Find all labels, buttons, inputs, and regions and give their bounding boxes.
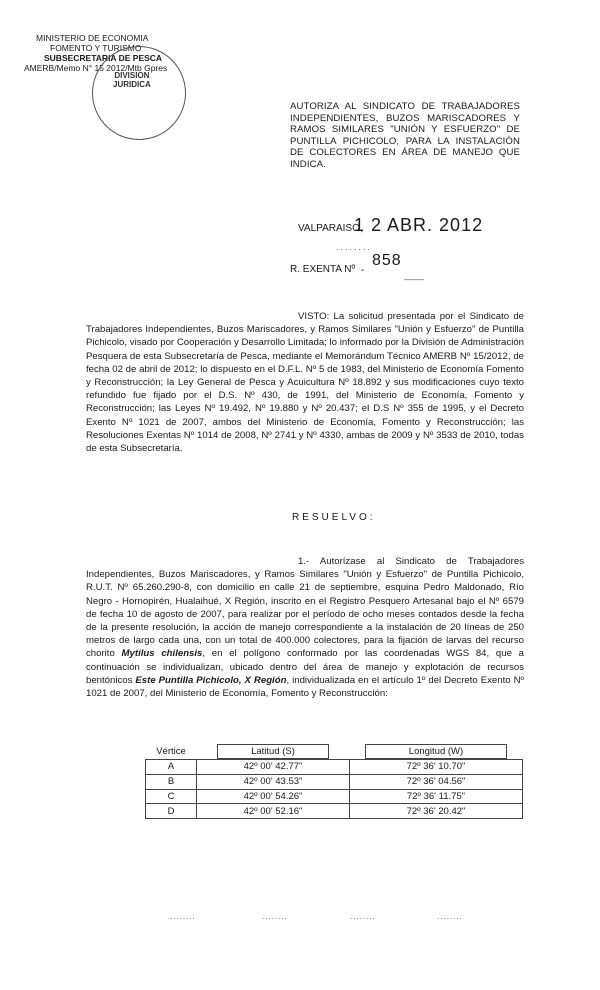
latitude-cell: 42º 00' 42.77" <box>197 760 350 775</box>
table-header-row <box>146 743 523 760</box>
resolution-number-label: R. EXENTA Nº <box>290 264 356 275</box>
longitude-cell: 72º 36' 20.42" <box>350 804 523 819</box>
underline-mark: ____ <box>404 270 425 280</box>
memo-reference: AMERB/Memo N° 15 2012/Mtb Gpres <box>24 63 168 73</box>
vertex-cell: C <box>146 789 197 804</box>
footer-dots-4: ........ <box>437 912 463 921</box>
stamp-text <box>113 71 151 89</box>
area-name: Este Puntilla Pichicolo, X Región <box>135 674 287 686</box>
header-latitud-label: Latitud (S) <box>217 744 329 759</box>
table-row <box>146 760 523 775</box>
longitude-cell: 72º 36' 10.70" <box>350 760 523 775</box>
footer-dots-3: ........ <box>350 912 376 921</box>
vertex-cell: A <box>146 760 197 775</box>
visto-paragraph: VISTO: La solicitud presentada por el Sindicato de Trabajadores Independientes, Buzos Mariscadores, y Ramos Similares "Unión y Esfuerzo" de Puntilla Pichicolo, visado por Cooperación y Desarrollo Limitada; lo informado por la División de Administración Pesquera de esta Subsecretaría de Pesca, mediante el Memorándum Técnico AMERB Nº 15/2012, de fecha 02 de abril de 2012; lo dispuesto en el D.F.L. Nº 5 de 1983, del Ministerio de Economía Fomento y Reconstrucción; la Ley General de Pesca y Acuicultura Nº 18.892 y sus modificaciones cuyo texto refundido fue fijado por el D.S. Nº 430, de 1991, del Ministerio de Economía, Fomento y Reconstrucción; las Leyes Nº 19.492, Nº 19.880 y Nº 20.437; el D.S Nº 355 de 1995, y el Decreto Exento Nº 1021 de 2007, ambos del Ministerio de Economía, Fomento y Reconstrucción; las Resoluciones Exentas Nº 1014 de 2008, Nº 2741 y Nº 4330, ambas de 2009 y Nº 3533 de 2010, todas de esta Subsecretaría. <box>86 311 524 455</box>
longitude-cell: 72º 36' 11.75" <box>350 789 523 804</box>
vertex-cell: B <box>146 774 197 789</box>
coordinates-table <box>145 743 523 819</box>
header-longitud-label: Longitud (W) <box>365 744 507 759</box>
stamp-line-1: DIVISION <box>114 71 150 80</box>
table-row <box>146 774 523 789</box>
footer-dots-2: ........ <box>262 912 288 921</box>
species-name: Mytilus chilensis <box>121 648 203 660</box>
article-1-text-a: 1.- Autorízase al Sindicato de Trabajadores Independientes, Buzos Mariscadores, y Ramos Similares "Unión y Esfuerzo" de Puntilla Pichicolo, R.U.T. Nº 65.260.290-8, con domicilio en calle 21 de septiembre, esquina Pedro Maldonado, Río Negro - Hornopirén, Hualaihué, X Región, inscrito en el Registro Pesquero Artesanal bajo el Nº 6579 de fecha 10 de agosto de 2007, para realizar por el período de ocho meses contados desde la fecha de la presente resolución, la acción de manejo correspondiente a la instalación de 20 líneas de 250 metros de largo cada una, con un total de 400.000 colectores, para la fijación de larvas del recurso chorito <box>86 556 524 660</box>
footer-dots-1: ........ <box>170 912 196 921</box>
resolution-title: AUTORIZA AL SINDICATO DE TRABAJADORES INDEPENDIENTES, BUZOS MARISCADORES Y RAMOS SIMILARES "UNIÓN Y ESFUERZO" DE PUNTILLA PICHICOLO, PARA LA INSTALACIÓN DE COLECTORES EN ÁREA DE MANEJO QUE INDICA. <box>290 101 520 170</box>
header-vertice <box>146 743 197 760</box>
latitude-cell: 42º 00' 54.26" <box>197 789 350 804</box>
table-row <box>146 789 523 804</box>
ministry-line: MINISTERIO DE ECONOMIA <box>36 33 149 43</box>
place-label: VALPARAISO, <box>298 223 363 234</box>
header-latitud <box>197 743 350 760</box>
vertex-cell: D <box>146 804 197 819</box>
stamp-line-2: JURIDICA <box>113 80 151 89</box>
article-1-paragraph <box>86 555 524 700</box>
dash-mark: - <box>361 265 365 276</box>
official-stamp <box>92 46 186 140</box>
date-stamp: 1 2 ABR. 2012 <box>354 215 484 235</box>
article-1-text-c: , individualizada en el artículo 1º del Decreto Exento Nº 1021 de 2007, del Ministerio de Economía, Fomento y Reconstrucción: <box>86 674 524 700</box>
resuelvo-heading: RESUELVO: <box>292 512 376 523</box>
latitude-cell: 42º 00' 43.53" <box>197 774 350 789</box>
header-vertice-label: Vértice <box>156 745 186 757</box>
dotted-separator: ........ <box>336 242 373 252</box>
subsecretaria-line: SUBSECRETARIA DE PESCA <box>44 53 163 63</box>
article-1-text-b: , en el polígono conformado por las coordenadas WGS 84, que a continuación se individualizan, ubicado dentro del área de manejo y explotación de recursos bentónicos <box>86 648 525 686</box>
ministry-subline: FOMENTO Y TURISMO <box>50 43 142 53</box>
longitude-cell: 72º 36' 04.56" <box>350 774 523 789</box>
table-row <box>146 804 523 819</box>
resolution-number: 858 <box>372 252 402 269</box>
latitude-cell: 42º 00' 52.16" <box>197 804 350 819</box>
header-longitud <box>350 743 523 760</box>
